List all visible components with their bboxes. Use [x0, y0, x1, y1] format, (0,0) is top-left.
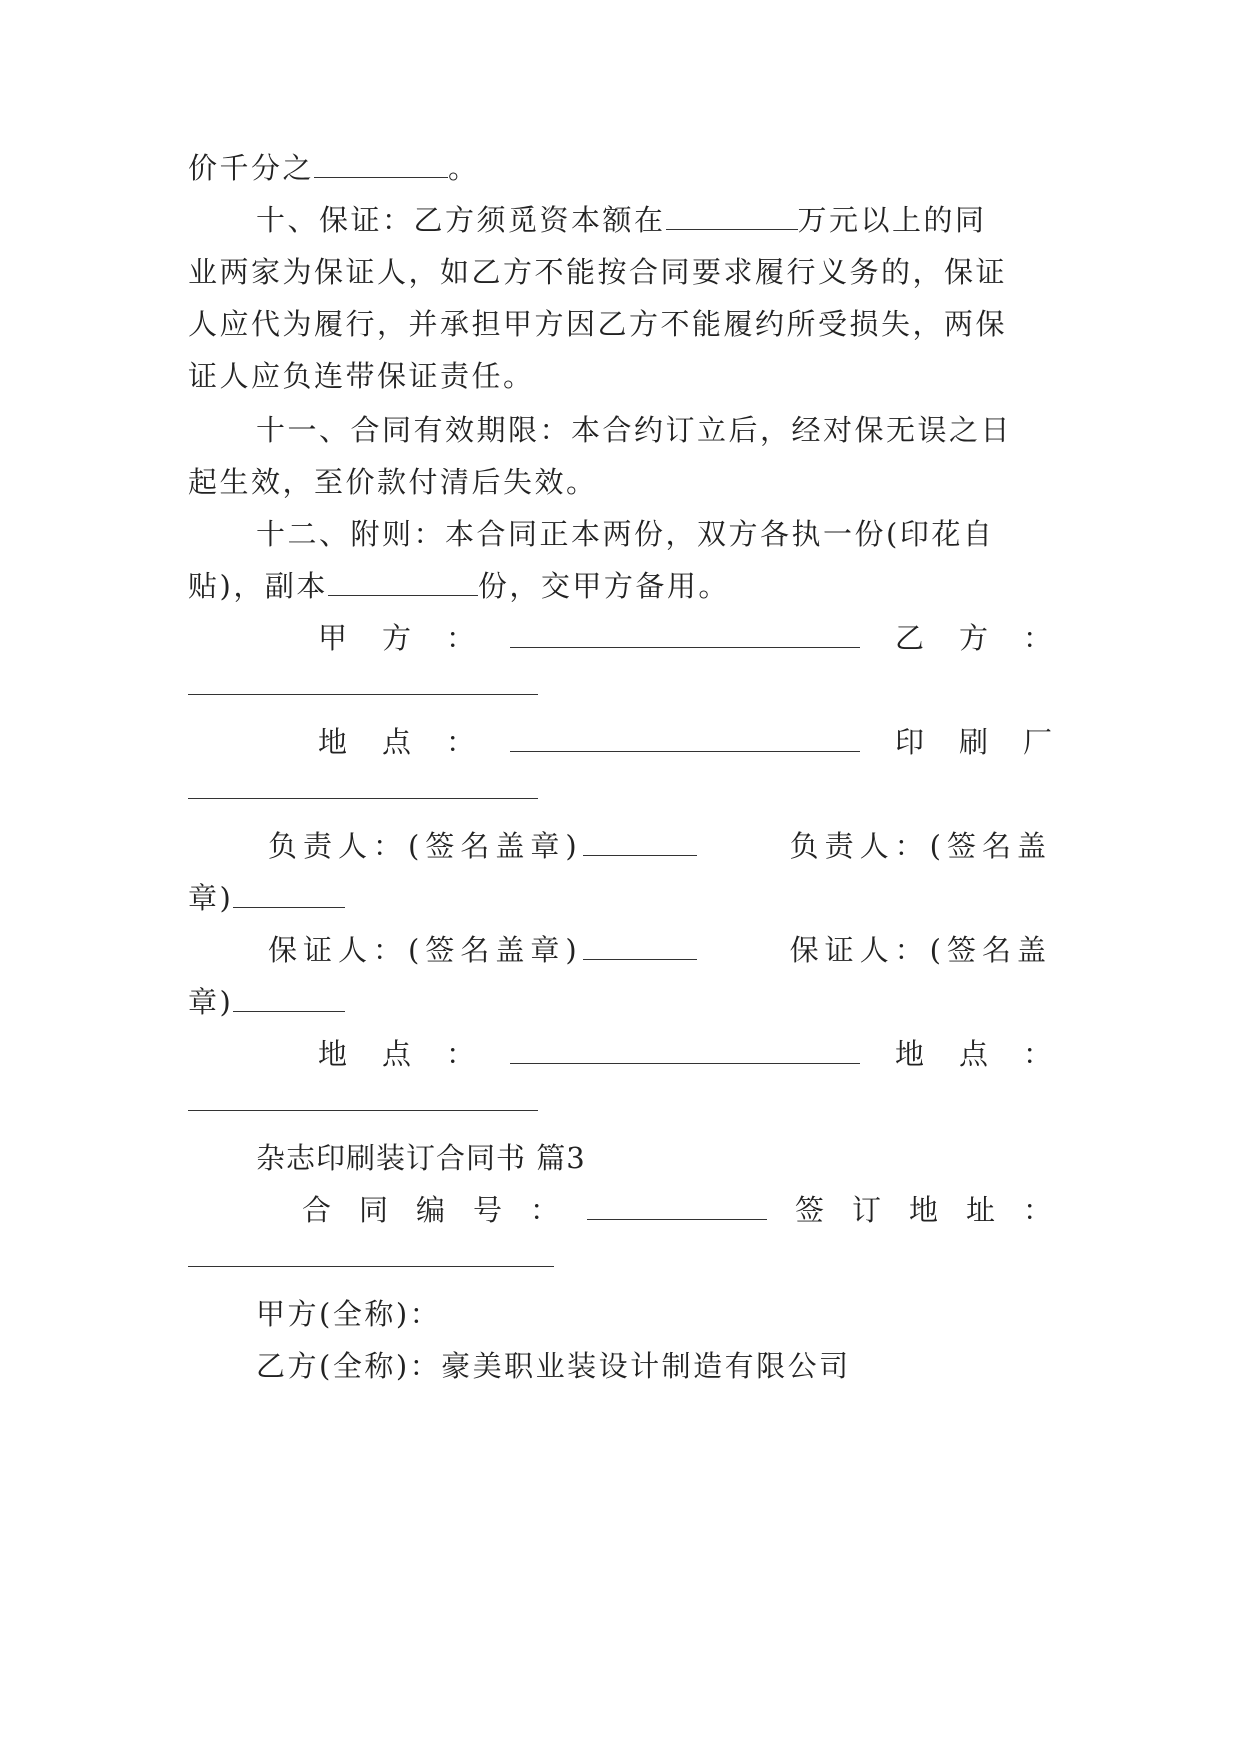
signing-address-char: 地 — [908, 1193, 938, 1227]
text-line: 证人应负连带保证责任。 — [188, 359, 535, 393]
clause-eleven: 十一、合同有效期限：本合约订立后，经对保无误之日 — [256, 413, 1013, 447]
signature-location-row — [318, 1034, 1052, 1074]
text-fragment: 贴)，副本 — [188, 569, 328, 603]
printer-char: 刷 — [958, 725, 988, 759]
contract-number-char: 号 — [473, 1193, 503, 1227]
party-a-fullname: 甲方(全称)： — [256, 1297, 442, 1331]
party-a-char: 方 — [382, 621, 412, 655]
location-colon: ： — [446, 1037, 476, 1071]
location-blank — [510, 1039, 860, 1064]
text-line: 人应代为履行，并承担甲方因乙方不能履约所受损失，两保 — [188, 307, 1008, 341]
responsible-a-label: 负责人：(签名盖章) — [268, 826, 697, 866]
contract-number-blank — [587, 1195, 767, 1220]
party-b-colon: ： — [1022, 621, 1052, 655]
signature-underline — [188, 1266, 554, 1267]
fill-blank — [666, 205, 798, 230]
location-char: 地 — [894, 1037, 924, 1071]
fill-blank — [583, 935, 697, 960]
text-line: 起生效，至价款付清后失效。 — [188, 465, 598, 499]
party-a-char: 甲 — [318, 621, 348, 655]
text-line — [188, 878, 1048, 918]
guarantor-b-label: 保证人：(签名盖 — [789, 933, 1052, 967]
signing-address-char: 址 — [965, 1193, 995, 1227]
signature-underline — [188, 1110, 538, 1111]
location-char: 地 — [318, 725, 348, 759]
clause-twelve: 十二、附则：本合同正本两份，双方各执一份(印花自 — [256, 517, 995, 551]
text-fragment: 价千分之 — [188, 151, 315, 185]
printer-char: 印 — [894, 725, 924, 759]
signature-underline — [188, 694, 538, 695]
contract-number-char: 编 — [416, 1193, 446, 1227]
text-line: 业两家为保证人，如乙方不能按合同要求履行义务的，保证 — [188, 255, 1008, 289]
party-b-fullname: 乙方(全称)：豪美职业装设计制造有限公司 — [256, 1349, 851, 1383]
responsible-b-label: 负责人：(签名盖 — [789, 829, 1052, 863]
text-fragment: 万元以上的同 — [797, 203, 987, 237]
text-fragment: 章) — [188, 985, 234, 1019]
text-fragment: 份，交甲方备用。 — [477, 569, 730, 603]
signing-address-char: 签 — [794, 1193, 824, 1227]
text-line — [188, 982, 1048, 1022]
fill-blank — [583, 831, 697, 856]
party-b-char: 乙 — [894, 621, 924, 655]
contract-number-colon: ： — [530, 1193, 560, 1227]
contract-number-char: 合 — [302, 1193, 332, 1227]
text-fragment: 十、保证：乙方须觅资本额在 — [256, 203, 666, 237]
printer-char: 厂 — [1022, 725, 1052, 759]
contract-number-char: 同 — [359, 1193, 389, 1227]
signature-underline — [188, 798, 538, 799]
party-b-char: 方 — [958, 621, 988, 655]
fill-blank — [328, 571, 478, 596]
signing-address-char: 订 — [851, 1193, 881, 1227]
fill-blank — [314, 153, 448, 178]
contract-number-row — [302, 1190, 1052, 1230]
location-blank — [510, 727, 860, 752]
clause-ten — [256, 200, 1048, 240]
party-a-colon: ： — [446, 621, 476, 655]
location-colon: ： — [446, 725, 476, 759]
text-line — [188, 566, 1048, 606]
location-char: 点 — [382, 1037, 412, 1071]
responsible-person-row — [268, 826, 1052, 866]
signing-address-colon: ： — [1022, 1193, 1052, 1227]
guarantor-row — [268, 930, 1052, 970]
fill-blank — [233, 883, 345, 908]
party-a-blank — [510, 623, 860, 648]
location-colon: ： — [1022, 1037, 1052, 1071]
guarantor-a-label: 保证人：(签名盖章) — [268, 930, 697, 970]
signature-location-row — [318, 722, 1052, 762]
text-fragment: 章) — [188, 881, 234, 915]
location-char: 地 — [318, 1037, 348, 1071]
location-char: 点 — [382, 725, 412, 759]
signature-party-row — [318, 618, 1052, 658]
location-char: 点 — [958, 1037, 988, 1071]
text-fragment: 。 — [448, 151, 480, 185]
text-line — [188, 148, 1048, 188]
section-title: 杂志印刷装订合同书 篇3 — [256, 1141, 586, 1175]
fill-blank — [233, 987, 345, 1012]
